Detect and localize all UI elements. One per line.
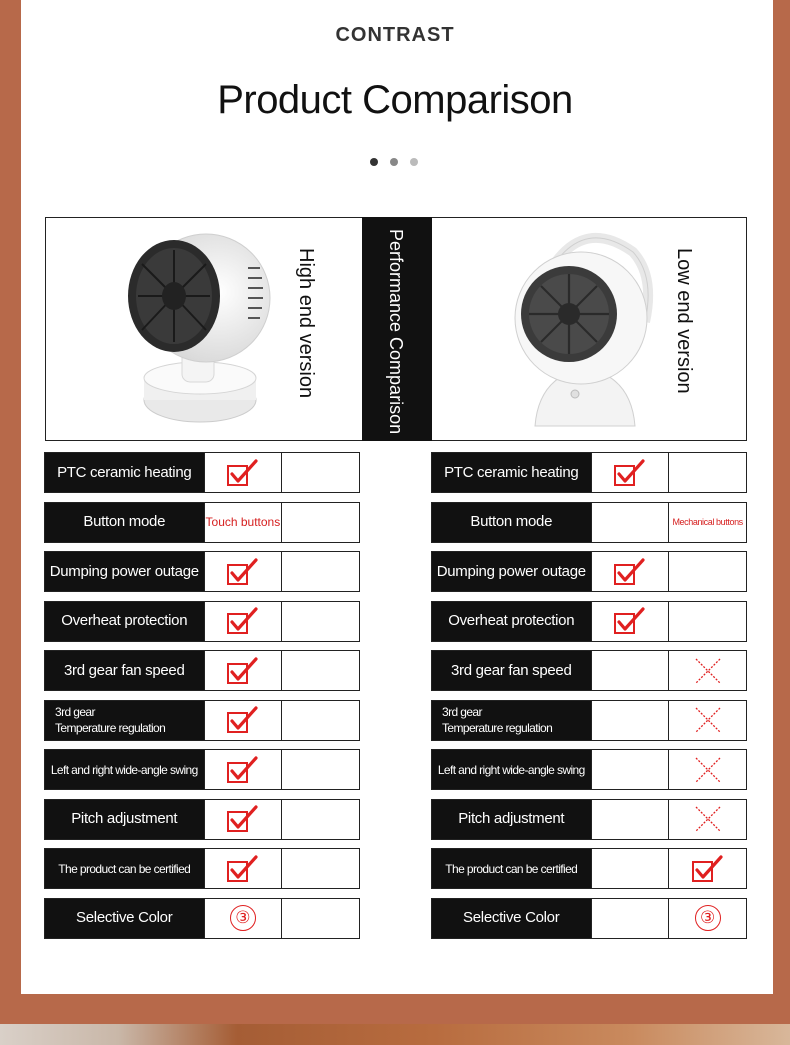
feature-row [44,650,360,691]
pager-dot-1[interactable] [370,158,378,166]
empty-cell [281,701,359,740]
cross-icon [668,750,746,789]
pager-dot-2[interactable] [390,158,398,166]
cross-icon [668,651,746,690]
feature-row [44,601,360,642]
feature-label: PTC ceramic heating [432,453,591,492]
color-count-cell [204,899,282,938]
high-end-label: High end version [295,248,317,399]
feature-row [431,502,747,543]
cross-icon [668,701,746,740]
check-icon [204,651,282,690]
feature-value: Mechanical buttons [668,503,746,542]
check-icon [668,849,746,888]
empty-cell [281,552,359,591]
feature-label: Left and right wide-angle swing [45,750,204,789]
empty-cell [281,602,359,641]
empty-cell [281,849,359,888]
low-end-heater-image [505,226,665,436]
empty-cell [591,503,669,542]
feature-label: Pitch adjustment [432,800,591,839]
feature-label: PTC ceramic heating [45,453,204,492]
feature-label: 3rd gear fan speed [432,651,591,690]
cross-icon [668,800,746,839]
page-title: Product Comparison [217,78,573,122]
performance-comparison-label: Performance Comparison [386,229,406,435]
color-count-badge: ③ [695,905,721,931]
empty-cell [668,552,746,591]
empty-cell [591,651,669,690]
feature-row [44,799,360,840]
feature-row [44,749,360,790]
check-icon [204,602,282,641]
feature-label: Dumping power outage [45,552,204,591]
eyebrow-text: CONTRAST [335,24,455,46]
color-count-cell [668,899,746,938]
feature-label: Button mode [432,503,591,542]
feature-row [44,848,360,889]
color-count-badge: ③ [230,905,256,931]
check-icon [204,552,282,591]
low-end-label: Low end version [673,248,695,394]
feature-label: Button mode [45,503,204,542]
feature-row [44,452,360,493]
high-end-heater-image [120,228,280,433]
feature-row [44,502,360,543]
feature-label: Overheat protection [45,602,204,641]
empty-cell [591,849,669,888]
empty-cell [591,750,669,789]
empty-cell [281,453,359,492]
feature-label: 3rd gear Temperature regulation [45,701,204,740]
feature-row [431,898,747,939]
feature-label: 3rd gear Temperature regulation [432,701,591,740]
performance-comparison-bar [362,217,432,441]
empty-cell [591,899,669,938]
check-icon [204,800,282,839]
empty-cell [591,800,669,839]
check-icon [591,453,669,492]
feature-label: Dumping power outage [432,552,591,591]
empty-cell [281,750,359,789]
feature-row [44,898,360,939]
feature-row [44,700,360,741]
feature-label: Selective Color [432,899,591,938]
feature-label: Overheat protection [432,602,591,641]
check-icon [204,701,282,740]
feature-label: The product can be certified [432,849,591,888]
empty-cell [281,899,359,938]
feature-row [431,848,747,889]
feature-row [431,551,747,592]
feature-row [431,452,747,493]
feature-value: Touch buttons [204,503,282,542]
check-icon [204,453,282,492]
empty-cell [591,701,669,740]
pager-dots[interactable] [370,158,418,166]
check-icon [591,552,669,591]
bottom-photo-strip [0,1024,790,1045]
empty-cell [281,503,359,542]
empty-cell [281,800,359,839]
feature-row [431,700,747,741]
feature-label: The product can be certified [45,849,204,888]
check-icon [204,849,282,888]
feature-label: Left and right wide-angle swing [432,750,591,789]
empty-cell [281,651,359,690]
feature-row [431,601,747,642]
empty-cell [668,602,746,641]
pager-dot-3[interactable] [410,158,418,166]
feature-row [431,799,747,840]
content-panel [21,0,773,994]
feature-row [431,650,747,691]
feature-row [431,749,747,790]
empty-cell [668,453,746,492]
check-icon [204,750,282,789]
check-icon [591,602,669,641]
feature-label: 3rd gear fan speed [45,651,204,690]
feature-row [44,551,360,592]
feature-label: Pitch adjustment [45,800,204,839]
feature-label: Selective Color [45,899,204,938]
